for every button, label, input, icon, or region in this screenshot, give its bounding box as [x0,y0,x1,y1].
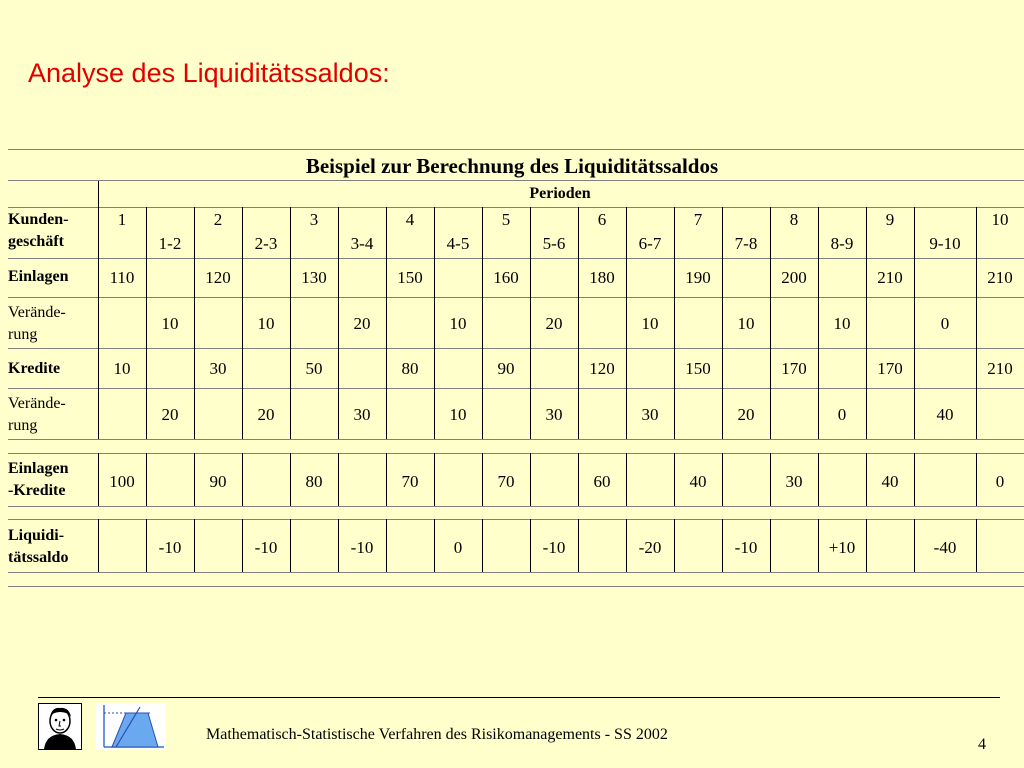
liquiditaetssaldo-cell: -40 [933,538,957,557]
table-cell-border [482,258,483,297]
liquiditaetssaldo-cell: -10 [542,538,566,557]
table-cell-border [242,207,243,258]
einlagen-cell: 190 [685,268,711,287]
period-interval: 4-5 [446,234,470,253]
period-number: 2 [213,210,223,229]
table-cell-border [674,207,675,258]
table-cell-border [770,388,771,439]
table-cell-border [482,388,483,439]
table-cell-border [290,519,291,572]
liquiditaetssaldo-cell: 0 [453,538,463,557]
table-cell-border [578,348,579,388]
einlagen-cell: 210 [987,268,1013,287]
kredite-cell: 150 [685,359,711,378]
table-cell-border [914,348,915,388]
liquiditaetssaldo-cell: -10 [254,538,278,557]
einlagen-kredite-cell: 40 [689,472,707,491]
footer-text: Mathematisch-Statistische Verfahren des Risikomanagements - SS 2002 [206,726,668,743]
table-cell-border [98,207,99,258]
veraenderung-kredite-cell: 20 [161,405,179,424]
veraenderung-einlagen-cell: 20 [353,314,371,333]
einlagen-kredite-cell: 40 [881,472,899,491]
page-title: Analyse des Liquiditätssaldos: [28,58,390,88]
veraenderung-einlagen-cell: 0 [940,314,950,333]
table-cell-border [914,207,915,258]
table-cell-border [482,297,483,348]
row-label-einlagen-kredite: Einlagen -Kredite [8,460,69,499]
table-cell-border [818,258,819,297]
liquiditaetssaldo-cell: -10 [158,538,182,557]
table-cell-border [818,297,819,348]
table-cell-border [434,348,435,388]
table-cell-border [818,388,819,439]
table-cell-border [626,348,627,388]
veraenderung-kredite-cell: 20 [737,405,755,424]
table-rule [8,149,1024,150]
table-cell-border [866,207,867,258]
table-cell-border [530,297,531,348]
table-cell-border [290,348,291,388]
row-label-liquiditaetssaldo: Liquidi- tätssaldo [8,527,69,566]
table-cell-border [146,348,147,388]
row-label-einlagen: Einlagen [8,268,69,285]
table-cell-border [242,258,243,297]
table-cell-border [290,297,291,348]
veraenderung-einlagen-cell: 10 [737,314,755,333]
table-cell-border [194,519,195,572]
kredite-cell: 170 [781,359,807,378]
table-cell-border [98,388,99,439]
table-cell-border [290,207,291,258]
einlagen-kredite-cell: 100 [109,472,135,491]
table-cell-border [434,453,435,506]
table-cell-border [98,297,99,348]
table-cell-border [818,348,819,388]
table-cell-border [866,519,867,572]
einlagen-kredite-cell: 0 [995,472,1005,491]
table-cell-border [194,348,195,388]
einlagen-cell: 210 [877,268,903,287]
table-cell-border [146,453,147,506]
table-cell-border [242,519,243,572]
table-rule [8,586,1024,587]
table-cell-border [722,388,723,439]
table-cell-border [386,388,387,439]
table-cell-border [338,348,339,388]
table-title: Beispiel zur Berechnung des Liquiditätssaldos [305,154,719,178]
table-cell-border [976,453,977,506]
kredite-cell: 80 [401,359,419,378]
veraenderung-kredite-cell: 30 [545,405,563,424]
period-interval: 1-2 [158,234,182,253]
period-number: 6 [597,210,607,229]
page-number: 4 [978,736,986,753]
table-cell-border [976,519,977,572]
table-cell-border [866,297,867,348]
kredite-cell: 120 [589,359,615,378]
table-cell-border [866,388,867,439]
row-label-veraenderung-einlagen: Verände- rung [8,304,66,343]
table-cell-border [386,258,387,297]
period-number: 9 [885,210,895,229]
row-label-veraenderung-kredite: Verände- rung [8,395,66,434]
table-rule [8,180,1024,181]
table-cell-border [434,258,435,297]
table-cell-border [98,181,99,207]
table-cell-border [914,388,915,439]
veraenderung-einlagen-cell: 10 [257,314,275,333]
table-cell-border [674,519,675,572]
table-cell-border [770,348,771,388]
table-cell-border [530,519,531,572]
period-number: 4 [405,210,415,229]
table-cell-border [770,519,771,572]
table-cell-border [674,453,675,506]
table-cell-border [338,519,339,572]
table-cell-border [578,297,579,348]
table-cell-border [338,453,339,506]
table-cell-border [434,519,435,572]
table-cell-border [482,207,483,258]
table-cell-border [818,453,819,506]
kredite-cell: 210 [987,359,1013,378]
period-interval: 7-8 [734,234,758,253]
liquiditaetssaldo-cell: +10 [828,538,856,557]
einlagen-cell: 160 [493,268,519,287]
einlagen-cell: 200 [781,268,807,287]
table-cell-border [338,207,339,258]
table-cell-border [434,297,435,348]
table-cell-border [290,453,291,506]
table-cell-border [722,207,723,258]
table-cell-border [914,258,915,297]
table-cell-border [976,297,977,348]
table-cell-border [674,348,675,388]
veraenderung-einlagen-cell: 10 [833,314,851,333]
veraenderung-kredite-cell: 20 [257,405,275,424]
period-number: 7 [693,210,703,229]
einlagen-cell: 130 [301,268,327,287]
table-cell-border [674,297,675,348]
veraenderung-einlagen-cell: 20 [545,314,563,333]
table-cell-border [578,258,579,297]
period-interval: 9-10 [929,234,961,253]
table-cell-border [482,453,483,506]
table-cell-border [386,207,387,258]
table-cell-border [674,388,675,439]
table-cell-border [290,258,291,297]
table-cell-border [290,388,291,439]
table-rule [8,572,1024,573]
table-cell-border [482,348,483,388]
kredite-cell: 50 [305,359,323,378]
table-cell-border [976,207,977,258]
einlagen-kredite-cell: 70 [401,472,419,491]
einlagen-kredite-cell: 30 [785,472,803,491]
period-number: 10 [991,210,1009,229]
table-cell-border [722,297,723,348]
veraenderung-einlagen-cell: 10 [161,314,179,333]
table-cell-border [722,258,723,297]
table-cell-border [770,207,771,258]
table-cell-border [146,297,147,348]
table-cell-border [146,388,147,439]
table-cell-border [866,258,867,297]
table-cell-border [578,207,579,258]
table-cell-border [976,258,977,297]
table-cell-border [818,207,819,258]
table-cell-border [976,388,977,439]
row-label-kredite: Kredite [8,360,61,377]
liquiditaetssaldo-cell: -10 [350,538,374,557]
einlagen-cell: 180 [589,268,615,287]
table-cell-border [626,388,627,439]
table-cell-border [242,297,243,348]
table-cell-border [770,453,771,506]
table-cell-border [146,207,147,258]
table-cell-border [146,258,147,297]
table-cell-border [578,519,579,572]
table-rule [8,506,1024,507]
table-cell-border [722,519,723,572]
veraenderung-kredite-cell: 10 [449,405,467,424]
table-cell-border [578,453,579,506]
table-cell-border [578,388,579,439]
table-cell-border [338,297,339,348]
period-number: 3 [309,210,319,229]
table-cell-border [914,297,915,348]
table-cell-border [146,519,147,572]
table-cell-border [976,348,977,388]
period-number: 1 [117,210,127,229]
table-cell-border [530,207,531,258]
distribution-chart-icon [96,703,166,750]
table-cell-border [914,453,915,506]
row-label-kundengeschaeft: Kunden- geschäft [8,211,69,250]
period-number: 5 [501,210,511,229]
kredite-cell: 10 [113,359,131,378]
table-cell-border [482,519,483,572]
table-cell-border [98,519,99,572]
period-interval: 2-3 [254,234,278,253]
period-interval: 5-6 [542,234,566,253]
einlagen-kredite-cell: 80 [305,472,323,491]
veraenderung-kredite-cell: 40 [936,405,954,424]
table-cell-border [242,453,243,506]
veraenderung-kredite-cell: 30 [353,405,371,424]
table-cell-border [530,388,531,439]
table-cell-border [914,519,915,572]
table-cell-border [626,207,627,258]
table-cell-border [194,258,195,297]
period-number: 8 [789,210,799,229]
table-cell-border [434,388,435,439]
table-cell-border [530,348,531,388]
table-cell-border [194,388,195,439]
table-cell-border [770,297,771,348]
table-cell-border [386,519,387,572]
period-interval: 3-4 [350,234,374,253]
liquiditaetssaldo-cell: -10 [734,538,758,557]
period-interval: 8-9 [830,234,854,253]
table-cell-border [98,453,99,506]
table-rule [8,453,1024,454]
table-cell-border [242,348,243,388]
table-cell-border [530,258,531,297]
table-cell-border [722,348,723,388]
einlagen-cell: 120 [205,268,231,287]
table-rule [8,388,1024,389]
table-cell-border [98,348,99,388]
table-cell-border [194,453,195,506]
table-cell-border [338,258,339,297]
kredite-cell: 90 [497,359,515,378]
veraenderung-kredite-cell: 30 [641,405,659,424]
perioden-header: Perioden [529,185,591,202]
goethe-portrait-icon [38,703,82,750]
table-rule [8,348,1024,349]
table-cell-border [386,453,387,506]
table-cell-border [386,297,387,348]
table-rule [8,258,1024,259]
table-rule [8,439,1024,440]
table-cell-border [770,258,771,297]
einlagen-cell: 110 [109,268,135,287]
table-cell-border [242,388,243,439]
table-cell-border [386,348,387,388]
table-cell-border [626,258,627,297]
table-cell-border [626,453,627,506]
table-cell-border [722,453,723,506]
einlagen-kredite-cell: 60 [593,472,611,491]
liquiditaetssaldo-cell: -20 [638,538,662,557]
table-cell-border [866,348,867,388]
einlagen-kredite-cell: 70 [497,472,515,491]
table-cell-border [626,297,627,348]
footer-divider [38,697,1000,698]
table-cell-border [626,519,627,572]
kredite-cell: 170 [877,359,903,378]
table-cell-border [194,297,195,348]
table-cell-border [866,453,867,506]
veraenderung-einlagen-cell: 10 [641,314,659,333]
table-rule [8,297,1024,298]
einlagen-cell: 150 [397,268,423,287]
period-interval: 6-7 [638,234,662,253]
table-cell-border [818,519,819,572]
table-cell-border [338,388,339,439]
table-cell-border [194,207,195,258]
table-cell-border [98,258,99,297]
kredite-cell: 30 [209,359,227,378]
table-rule [8,519,1024,520]
veraenderung-kredite-cell: 0 [837,405,847,424]
table-cell-border [434,207,435,258]
table-rule [8,207,1024,208]
table-cell-border [530,453,531,506]
table-cell-border [674,258,675,297]
einlagen-kredite-cell: 90 [209,472,227,491]
veraenderung-einlagen-cell: 10 [449,314,467,333]
